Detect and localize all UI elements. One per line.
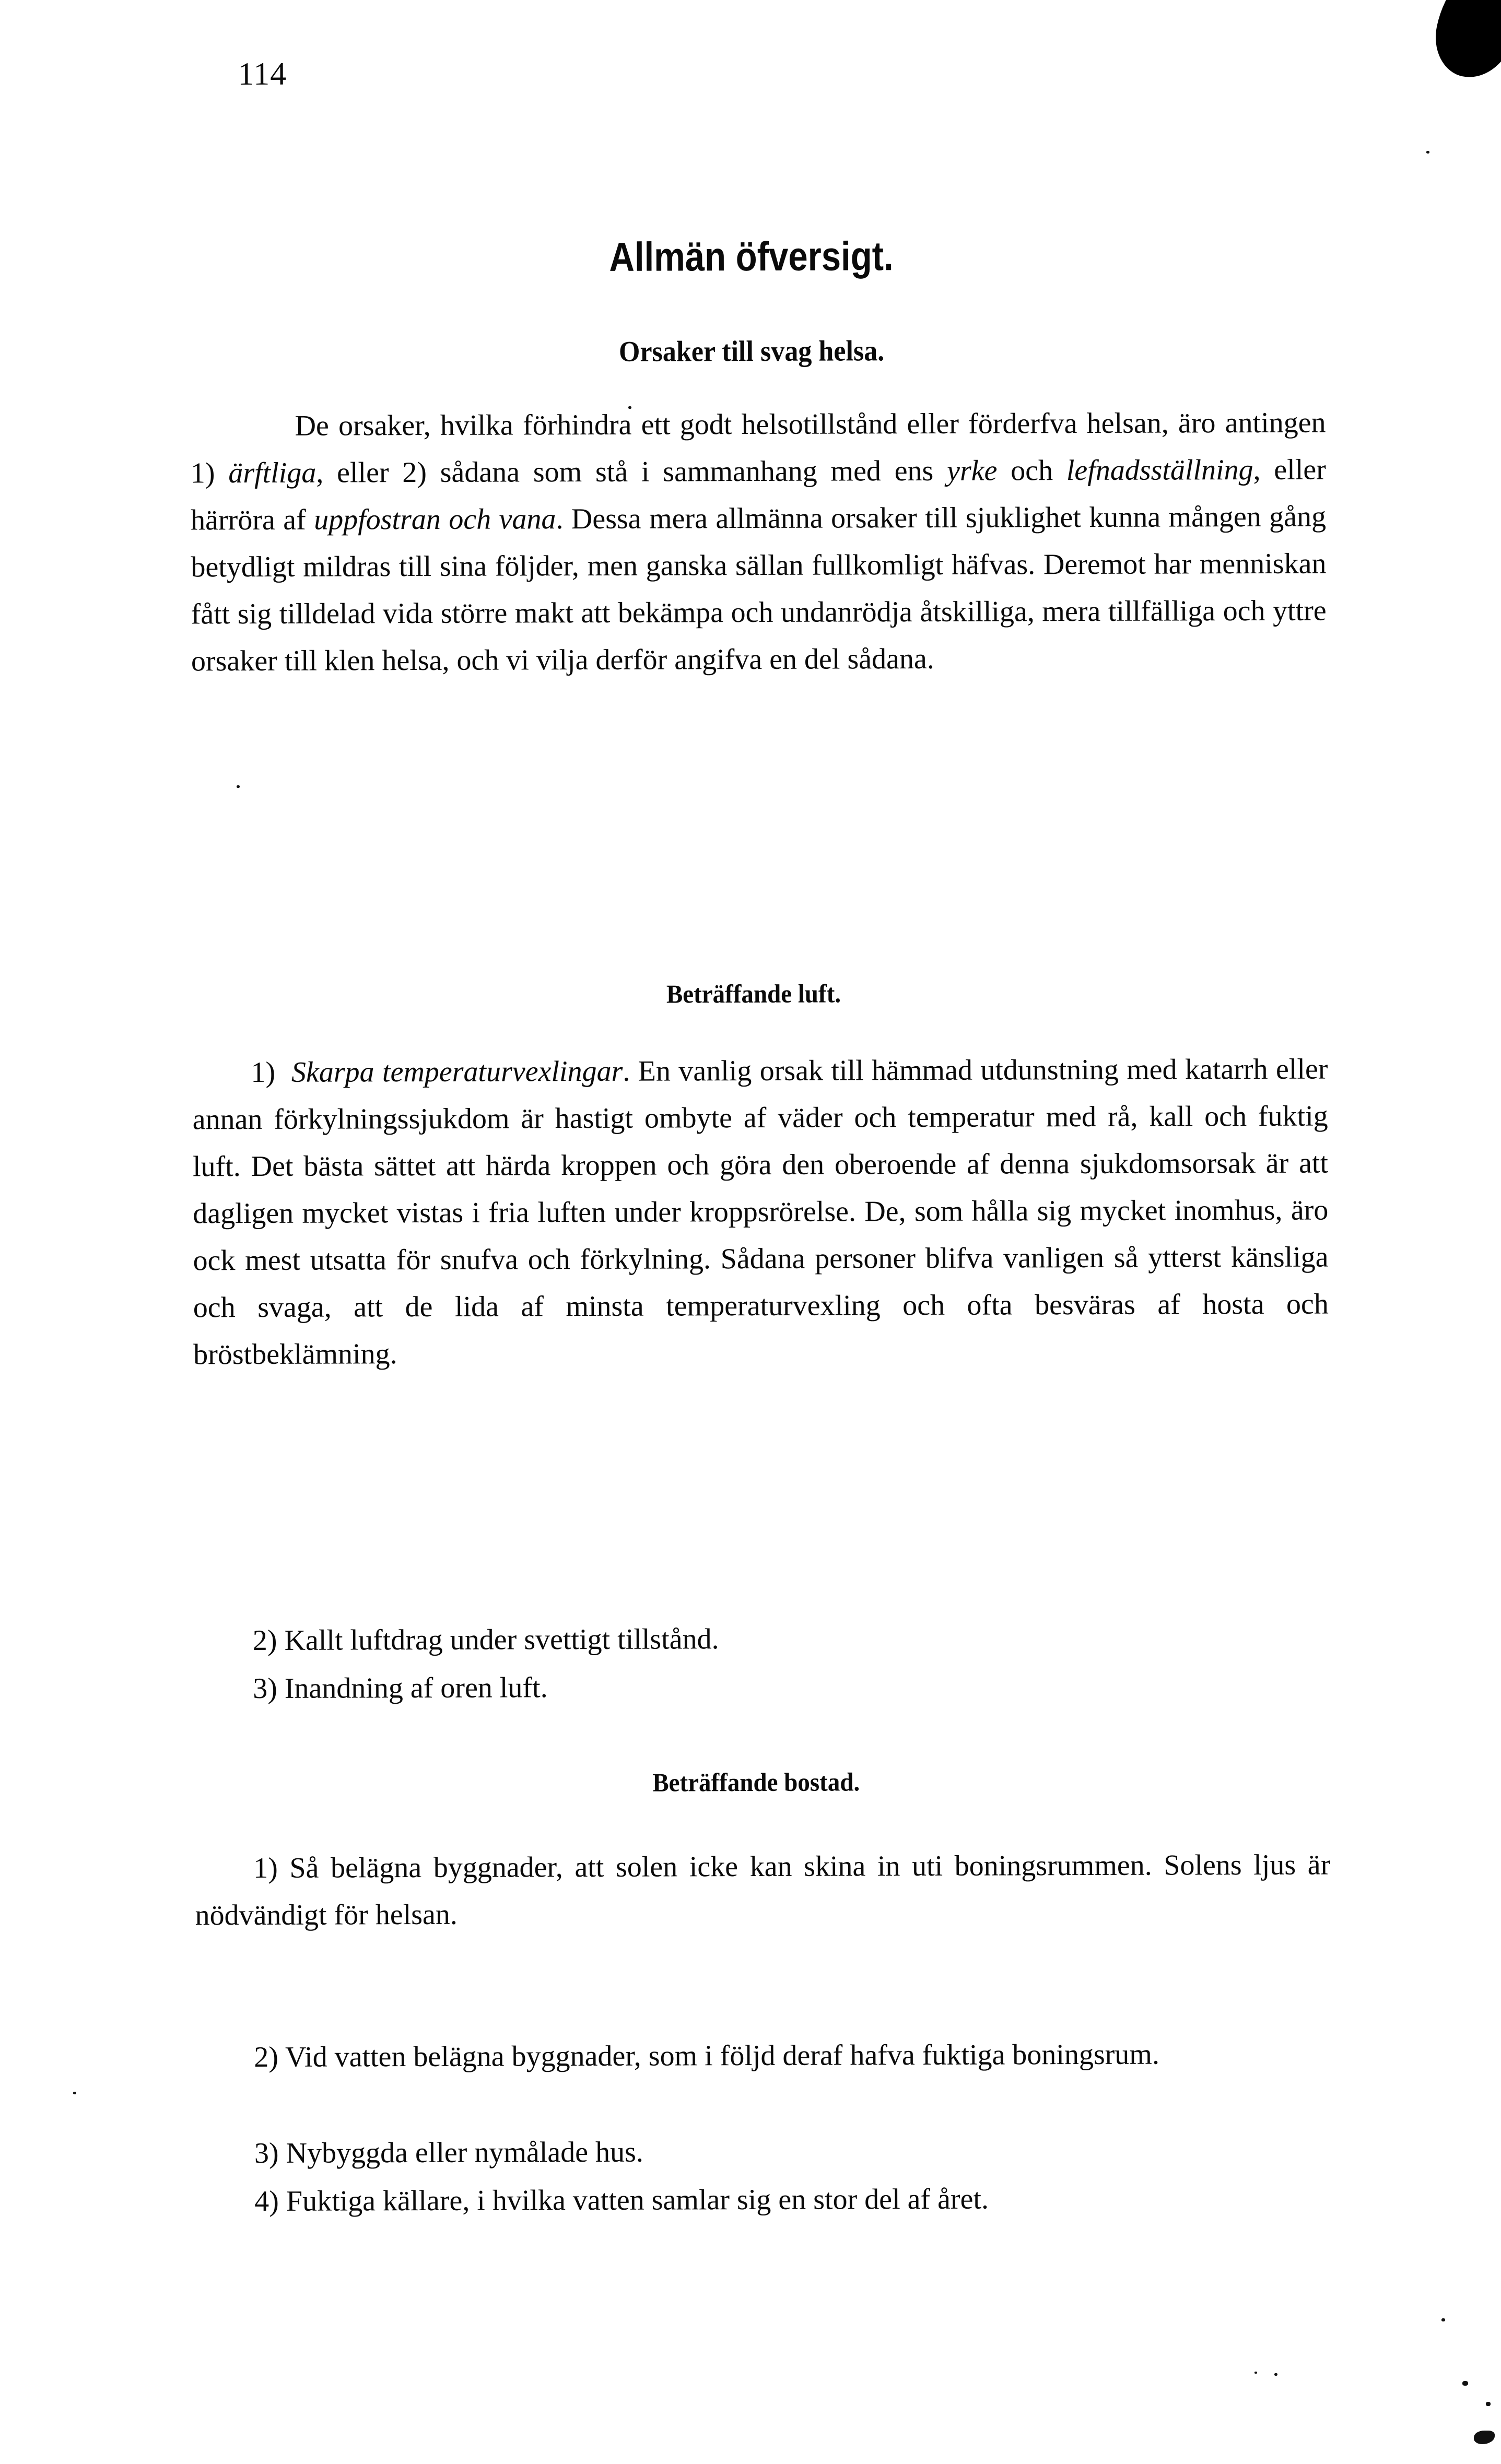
- intro-text-part-4: , eller härröra af: [191, 453, 1326, 537]
- intro-text-part-3: och: [997, 454, 1066, 487]
- section-heading-dwelling: Beträffande bostad.: [652, 1767, 860, 1797]
- scan-artifact-top-right: [1428, 0, 1501, 85]
- air-item-2: [194, 1614, 1330, 1665]
- scan-speck: [1254, 2372, 1257, 2374]
- air-item-1-emphasis: Skarpa temperaturvexlingar: [291, 1055, 623, 1089]
- section-heading-air: Beträffande luft.: [666, 978, 841, 1009]
- intro-emphasis-lefnadsstallning: lefnadsställning: [1066, 453, 1253, 487]
- intro-emphasis-arftliga: ärftliga: [228, 456, 316, 490]
- intro-text-part-1: De orsaker, hvilka förhindra ett godt helsotillstånd eller förderfva helsan, äro antingen 1): [190, 406, 1326, 490]
- dwelling-item-1-text: 1) Så belägna byggnader, att solen icke kan skina in uti boningsrummen. Solens ljus är nödvändigt för helsan.: [195, 1848, 1331, 1932]
- scan-speck: [1274, 2373, 1277, 2376]
- air-item-1-text: . En vanlig orsak till hämmad utdunstning med katarrh eller annan förkylningssjukdom är hastigt ombyte af väder och temperatur med rå, kall och fuktig luft. Det bästa sättet att härda kroppen och göra den oberoende af denna sjukdomsorsak är att dagligen mycket vistas i fria luften under kroppsrörelse. De, som hålla sig mycket inomhus, äro ock mest utsatta för snufva och förkylning. Sådana personer blifva vanligen så ytterst känsliga och svaga, att de lida af minsta temperaturvexling och ofta besväras af hosta och bröstbeklämning.: [192, 1053, 1329, 1371]
- scan-speck: [1441, 2318, 1445, 2321]
- dwelling-item-1: [195, 1842, 1331, 1939]
- air-item-1: [192, 1046, 1329, 1378]
- dwelling-item-3-text: 3) Nybyggda eller nymålade hus.: [254, 2136, 643, 2170]
- scan-speck: [73, 2092, 76, 2094]
- air-item-3-text: 3) Inandning af oren luft.: [253, 1671, 548, 1705]
- air-item-1-number: 1): [251, 1056, 276, 1089]
- air-item-2-text: 2) Kallt luftdrag under svettigt tillstånd.: [252, 1623, 719, 1657]
- dwelling-item-4: [196, 2175, 1331, 2225]
- scan-speck: [1462, 2381, 1468, 2386]
- scan-speck: [1486, 2402, 1491, 2406]
- air-item-3: [194, 1662, 1330, 1713]
- dwelling-item-4-text: 4) Fuktiga källare, i hvilka vatten samlar sig en stor del af året.: [254, 2183, 989, 2218]
- intro-emphasis-yrke: yrke: [946, 454, 998, 487]
- intro-paragraph: [190, 399, 1327, 685]
- scan-speck: [1426, 151, 1429, 154]
- scan-speck: [237, 785, 240, 788]
- intro-emphasis-uppfostran-och-vana: uppfostran och vana: [314, 503, 556, 536]
- page-title: Allmän öfversigt.: [609, 233, 894, 280]
- page-number: 114: [238, 56, 287, 92]
- intro-text-part-5: . Dessa mera allmänna orsaker till sjuklighet kunna mången gång betydligt mildras till sina följder, men ganska sällan fullkomligt häfvas. Deremot har menniskan fått sig tilldelad vida större makt att bekämpa och undanrödja åtskilliga, mera tillfälliga och yttre orsaker till klen helsa, och vi vilja derför angifva en del sådana.: [191, 500, 1327, 678]
- dwelling-item-2-text: 2) Vid vatten belägna byggnader, som i följd deraf hafva fuktiga boningsrum.: [254, 2038, 1160, 2074]
- dwelling-item-3: [196, 2127, 1331, 2177]
- intro-text-part-2: , eller 2) sådana som stå i sammanhang med ens: [316, 454, 947, 489]
- dwelling-item-2: [195, 2031, 1331, 2081]
- scan-speck: [1474, 2431, 1495, 2444]
- section-subtitle: Orsaker till svag helsa.: [618, 335, 885, 368]
